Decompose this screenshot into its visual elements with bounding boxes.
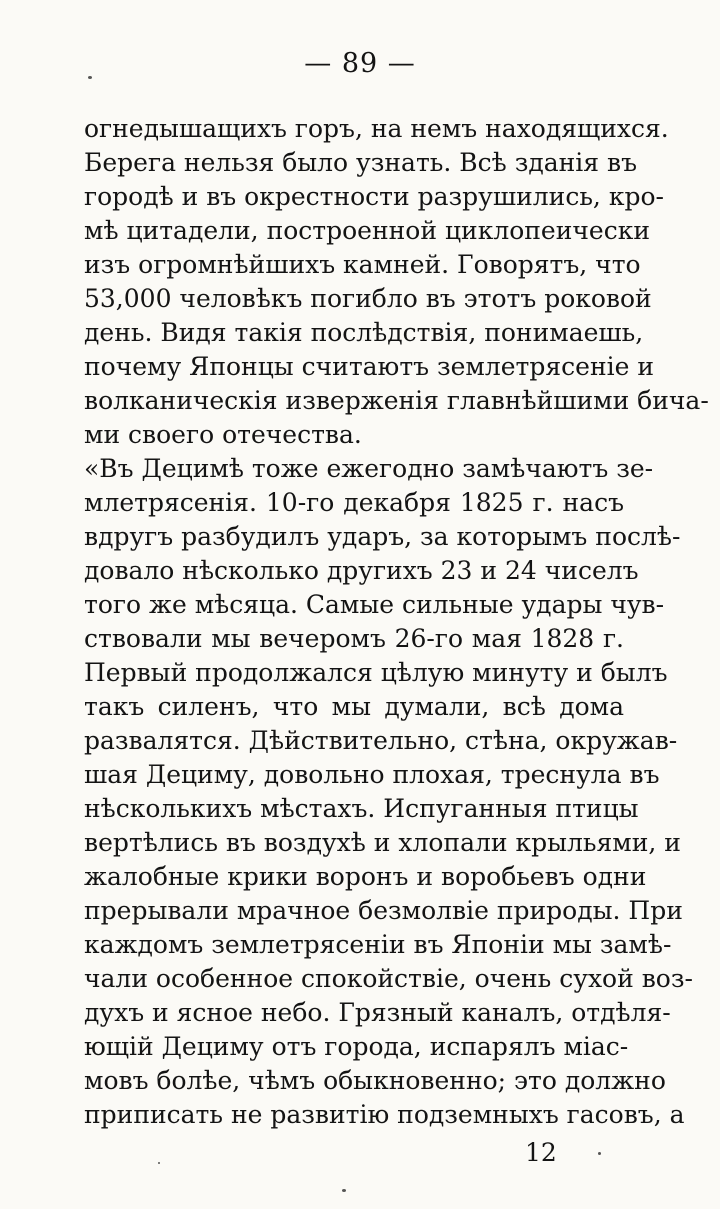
page-number-header: — 89 —: [304, 48, 416, 79]
text-line: ствовали мы вечеромъ 26-го мая 1828 г.: [84, 624, 624, 653]
text-line: почему Японцы считаютъ землетрясеніе и: [84, 352, 655, 381]
body-text: [84, 112, 709, 1132]
text-line: изъ огромнѣйшихъ камней. Говорятъ, что: [84, 250, 641, 279]
text-line: чали особенное спокойствіе, очень сухой воз-: [84, 964, 693, 993]
text-line: каждомъ землетрясеніи въ Японіи мы замѣ-: [84, 930, 672, 959]
text-line: ющій Дециму отъ города, испарялъ міас-: [84, 1032, 629, 1061]
text-line: Первый продолжался цѣлую минуту и былъ: [84, 658, 668, 687]
text-line: ми своего отечества.: [84, 420, 362, 449]
text-line: жалобные крики воронъ и воробьевъ одни: [84, 862, 647, 891]
text-line: такъ силенъ, что мы думали, всѣ дома: [84, 692, 624, 721]
text-line: вертѣлись въ воздухѣ и хлопали крыльями, и: [84, 828, 681, 857]
text-line: день. Видя такія послѣдствія, понимаешь,: [84, 318, 644, 347]
text-line: волканическія изверженія главнѣйшими бича-: [84, 386, 709, 415]
text-line: Берега нельзя было узнать. Всѣ зданія въ: [84, 148, 637, 177]
text-line: шая Дециму, довольно плохая, треснула въ: [84, 760, 660, 789]
text-line: нѣсколькихъ мѣстахъ. Испуганныя птицы: [84, 794, 639, 823]
text-line: прерывали мрачное безмолвіе природы. При: [84, 896, 683, 925]
signature-mark: 12: [525, 1138, 557, 1167]
text-line: млетрясенія. 10-го декабря 1825 г. насъ: [84, 488, 624, 517]
text-line: «Въ Децимѣ тоже ежегодно замѣчаютъ зе-: [84, 454, 654, 483]
text-line: городѣ и въ окрестности разрушились, кро-: [84, 182, 664, 211]
paragraph-2: [84, 452, 693, 1132]
text-line: духъ и ясное небо. Грязный каналъ, отдѣля-: [84, 998, 671, 1027]
text-line: мѣ цитадели, построенной циклопеически: [84, 216, 650, 245]
text-line: мовъ болѣе, чѣмъ обыкновенно; это должно: [84, 1066, 666, 1095]
print-speck: [88, 76, 92, 79]
print-speck: [598, 1152, 601, 1155]
text-line: того же мѣсяца. Самые сильные удары чув-: [84, 590, 665, 619]
paragraph-1: [84, 112, 709, 452]
text-line: развалятся. Дѣйствительно, стѣна, окружав-: [84, 726, 678, 755]
text-line: приписать не развитію подземныхъ гасовъ, а: [84, 1100, 685, 1129]
print-speck: [342, 1189, 346, 1192]
text-line: 53,000 человѣкъ погибло въ этотъ роковой: [84, 284, 652, 313]
print-speck: [158, 1162, 160, 1164]
text-line: довало нѣсколько другихъ 23 и 24 чиселъ: [84, 556, 639, 585]
text-line: вдругъ разбудилъ ударъ, за которымъ послѣ-: [84, 522, 681, 551]
text-line: огнедышащихъ горъ, на немъ находящихся.: [84, 114, 669, 143]
